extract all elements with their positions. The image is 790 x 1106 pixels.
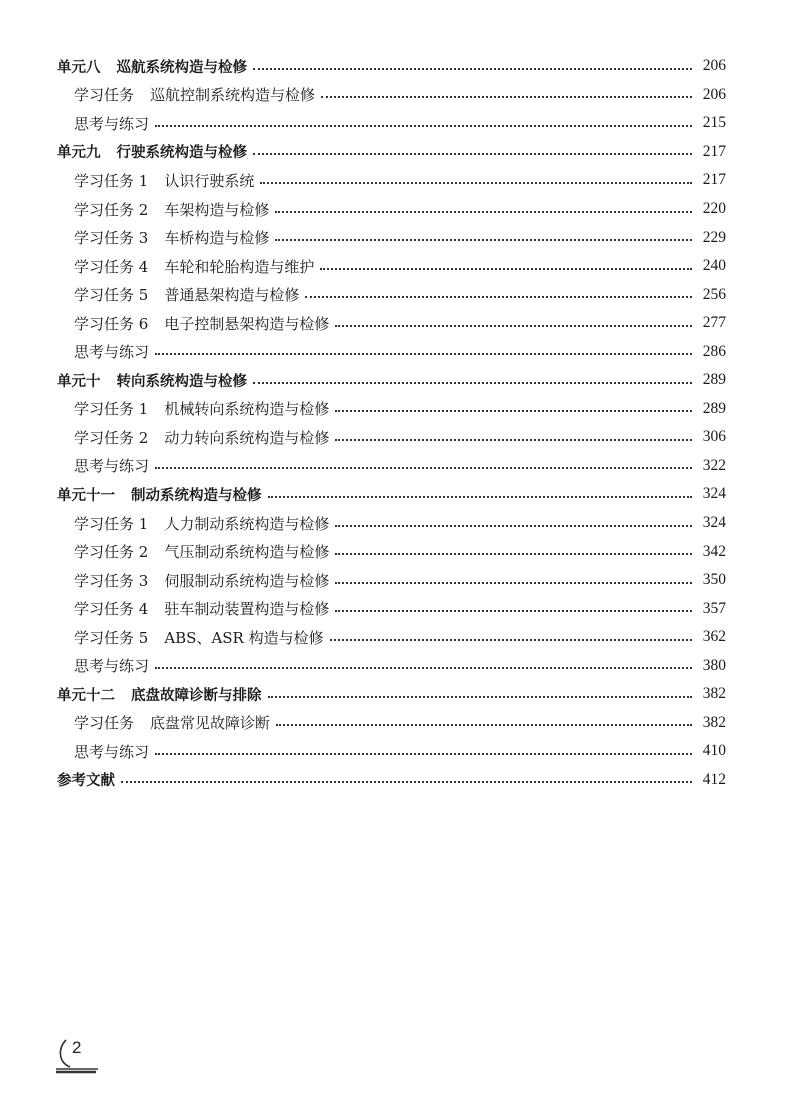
- toc-entry-title: 底盘故障诊断与排除: [131, 687, 262, 704]
- toc-task-row[interactable]: [0, 566, 790, 595]
- toc-entry-title: 机械转向系统构造与检修: [164, 400, 330, 419]
- toc-task-row[interactable]: [0, 166, 790, 195]
- toc-entry-title: 普通悬架构造与检修: [164, 286, 300, 305]
- toc-page-number: 357: [702, 599, 726, 617]
- toc-task-row[interactable]: [0, 509, 790, 538]
- dot-leader: [275, 210, 692, 213]
- toc-entry-number: 单元十一: [57, 487, 115, 504]
- toc-entry-title: 思考与练习: [74, 457, 150, 476]
- toc-task-row[interactable]: [0, 309, 790, 338]
- toc-page-number: 217: [702, 142, 726, 160]
- dot-leader: [335, 409, 692, 412]
- dot-leader: [335, 609, 692, 612]
- toc-page-number: 220: [702, 200, 726, 217]
- toc-page-number: 277: [702, 314, 726, 332]
- dot-leader: [155, 124, 692, 127]
- toc-entry-label: [74, 513, 329, 534]
- toc-entry-label: [57, 141, 247, 162]
- dot-leader: [335, 438, 692, 441]
- toc-entry-title: 巡航系统构造与检修: [116, 59, 247, 76]
- toc-entry-number: 学习任务 2: [74, 543, 149, 562]
- toc-entry-label: [74, 570, 329, 591]
- toc-entry-title: 车轮和轮胎构造与维护: [164, 257, 315, 276]
- toc-entry-number: 学习任务 6: [74, 314, 149, 333]
- toc-task-row[interactable]: [0, 709, 790, 738]
- toc-page-number: 382: [702, 713, 726, 731]
- toc-unit-row[interactable]: [0, 680, 790, 709]
- toc-entry-number: 学习任务 2: [74, 428, 149, 447]
- toc-task-row[interactable]: [0, 223, 790, 252]
- toc-entry-label: [74, 84, 315, 105]
- toc-entry-number: 学习任务 1: [74, 400, 149, 419]
- toc-entry-title: 思考与练习: [74, 742, 150, 761]
- toc-entry-title: 动力转向系统构造与检修: [164, 428, 330, 447]
- toc-page-number: 324: [702, 514, 726, 532]
- toc-entry-title: 底盘常见故障诊断: [150, 714, 271, 733]
- toc-entry-title: 思考与练习: [74, 657, 150, 676]
- toc-page-number: 380: [702, 656, 726, 674]
- dot-leader: [155, 466, 692, 469]
- toc-entry-title: 人力制动系统构造与检修: [164, 514, 330, 533]
- toc-page-number: 206: [702, 85, 726, 103]
- toc-entry-title: 气压制动系统构造与检修: [164, 543, 330, 562]
- toc-entry-label: [74, 541, 329, 562]
- toc-entry-number: 学习任务 5: [74, 628, 149, 647]
- toc-task-row[interactable]: [0, 81, 790, 110]
- toc-page-number: 350: [702, 571, 726, 589]
- dot-leader: [305, 295, 692, 298]
- toc-entry-title: 参考文献: [57, 773, 115, 790]
- toc-page-number: 342: [702, 542, 726, 560]
- dot-leader: [335, 324, 692, 327]
- toc-entry-label: [74, 113, 149, 134]
- toc-entry-number: 学习任务 4: [74, 257, 149, 276]
- toc-entry-title: 车架构造与检修: [164, 200, 270, 219]
- toc-page-number: 256: [702, 285, 726, 303]
- dot-leader: [321, 95, 692, 98]
- toc-page-number: 229: [702, 228, 726, 246]
- dot-leader: [253, 67, 692, 70]
- toc-task-row[interactable]: [0, 623, 790, 652]
- toc-page-number: 206: [702, 57, 726, 75]
- toc-entry-number: 单元九: [57, 145, 101, 162]
- toc-entry-title: 转向系统构造与检修: [116, 373, 247, 390]
- dot-leader: [320, 267, 692, 270]
- toc-entry-number: 单元八: [57, 59, 101, 76]
- toc-entry-number: 学习任务 1: [74, 171, 149, 190]
- toc-entry-number: 学习任务 4: [74, 600, 149, 619]
- toc-entry-label: [57, 370, 247, 391]
- toc-task-row[interactable]: [0, 423, 790, 452]
- toc-entry-label: [74, 284, 299, 305]
- toc-entry-label: [74, 398, 329, 419]
- toc-page-number: 215: [702, 114, 726, 132]
- toc-entry-number: 单元十二: [57, 687, 115, 704]
- toc-entry-label: [74, 170, 254, 191]
- toc-entry-label: [74, 227, 269, 248]
- toc-page-number: 322: [702, 456, 726, 474]
- toc-entry-label: [74, 341, 149, 362]
- toc-page-number: 412: [702, 770, 726, 788]
- dot-leader: [330, 638, 692, 641]
- toc-entry-label: [57, 484, 262, 505]
- dot-leader: [253, 152, 692, 155]
- dot-leader: [253, 381, 692, 384]
- toc-entry-label: [74, 712, 270, 733]
- toc-entry-number: 单元十: [57, 373, 101, 390]
- toc-task-row[interactable]: [0, 252, 790, 281]
- toc-entry-label: [74, 313, 329, 334]
- toc-unit-row[interactable]: [0, 366, 790, 395]
- toc-unit-row[interactable]: [0, 138, 790, 167]
- page-number: 2: [72, 1038, 82, 1057]
- toc-entry-title: 思考与练习: [74, 343, 150, 362]
- toc-entry-label: [74, 455, 149, 476]
- toc-entry-label: [74, 627, 324, 648]
- toc-exercise-row[interactable]: [0, 452, 790, 481]
- dot-leader: [268, 695, 693, 698]
- toc-entry-number: 学习任务 1: [74, 514, 149, 533]
- toc-unit-row[interactable]: [0, 766, 790, 795]
- toc-task-row[interactable]: [0, 395, 790, 424]
- dot-leader: [335, 552, 692, 555]
- toc-task-row[interactable]: [0, 280, 790, 309]
- page-footer: [56, 1036, 106, 1076]
- toc-unit-row[interactable]: [0, 52, 790, 81]
- toc-entry-title: 车桥构造与检修: [164, 229, 270, 248]
- toc-entry-title: 制动系统构造与检修: [131, 487, 262, 504]
- toc-page-number: 382: [702, 685, 726, 703]
- toc-entry-label: [74, 256, 314, 277]
- toc-entry-label: [74, 199, 269, 220]
- dot-leader: [335, 524, 692, 527]
- dot-leader: [155, 352, 692, 355]
- toc-task-row[interactable]: [0, 195, 790, 224]
- toc-entry-title: 伺服制动系统构造与检修: [164, 571, 330, 590]
- toc-entry-number: 学习任务 2: [74, 200, 149, 219]
- dot-leader: [268, 495, 693, 498]
- toc-task-row[interactable]: [0, 537, 790, 566]
- dot-leader: [260, 181, 692, 184]
- toc-task-row[interactable]: [0, 594, 790, 623]
- dot-leader: [276, 723, 692, 726]
- toc-page-number: 286: [702, 342, 726, 360]
- dot-leader: [275, 238, 692, 241]
- toc-unit-row[interactable]: [0, 480, 790, 509]
- toc-entry-title: 驻车制动装置构造与检修: [164, 600, 330, 619]
- toc-page-number: 362: [702, 628, 726, 646]
- dot-leader: [155, 666, 692, 669]
- toc-entry-number: 学习任务: [74, 714, 135, 733]
- toc-exercise-row[interactable]: [0, 109, 790, 138]
- dot-leader: [335, 581, 692, 584]
- toc-entry-label: [74, 741, 149, 762]
- toc-entry-label: [57, 769, 115, 790]
- toc-entry-title: 巡航控制系统构造与检修: [150, 86, 316, 105]
- toc-entry-title: 认识行驶系统: [164, 171, 255, 190]
- toc-exercise-row[interactable]: [0, 337, 790, 366]
- toc-entry-title: 思考与练习: [74, 114, 150, 133]
- toc-entry-label: [57, 684, 262, 705]
- toc-entry-label: [57, 56, 247, 77]
- toc-entry-title: 行驶系统构造与检修: [116, 145, 247, 162]
- table-of-contents: [0, 52, 790, 794]
- toc-entry-number: 学习任务 3: [74, 229, 149, 248]
- toc-page-number: 289: [702, 399, 726, 417]
- toc-entry-title: ABS、ASR 构造与检修: [164, 628, 324, 647]
- toc-entry-number: 学习任务: [74, 86, 135, 105]
- toc-entry-title: 电子控制悬架构造与检修: [164, 314, 330, 333]
- toc-entry-number: 学习任务 5: [74, 286, 149, 305]
- toc-page-number: 410: [702, 742, 726, 760]
- toc-entry-number: 学习任务 3: [74, 571, 149, 590]
- toc-page-number: 324: [702, 485, 726, 503]
- toc-exercise-row[interactable]: [0, 737, 790, 766]
- toc-page-number: 289: [702, 371, 726, 389]
- toc-exercise-row[interactable]: [0, 651, 790, 680]
- toc-entry-label: [74, 427, 329, 448]
- toc-entry-label: [74, 598, 329, 619]
- dot-leader: [155, 752, 692, 755]
- toc-entry-label: [74, 655, 149, 676]
- toc-page-number: 217: [702, 171, 726, 189]
- dot-leader: [121, 780, 692, 783]
- toc-page-number: 240: [702, 257, 726, 275]
- toc-page-number: 306: [702, 428, 726, 446]
